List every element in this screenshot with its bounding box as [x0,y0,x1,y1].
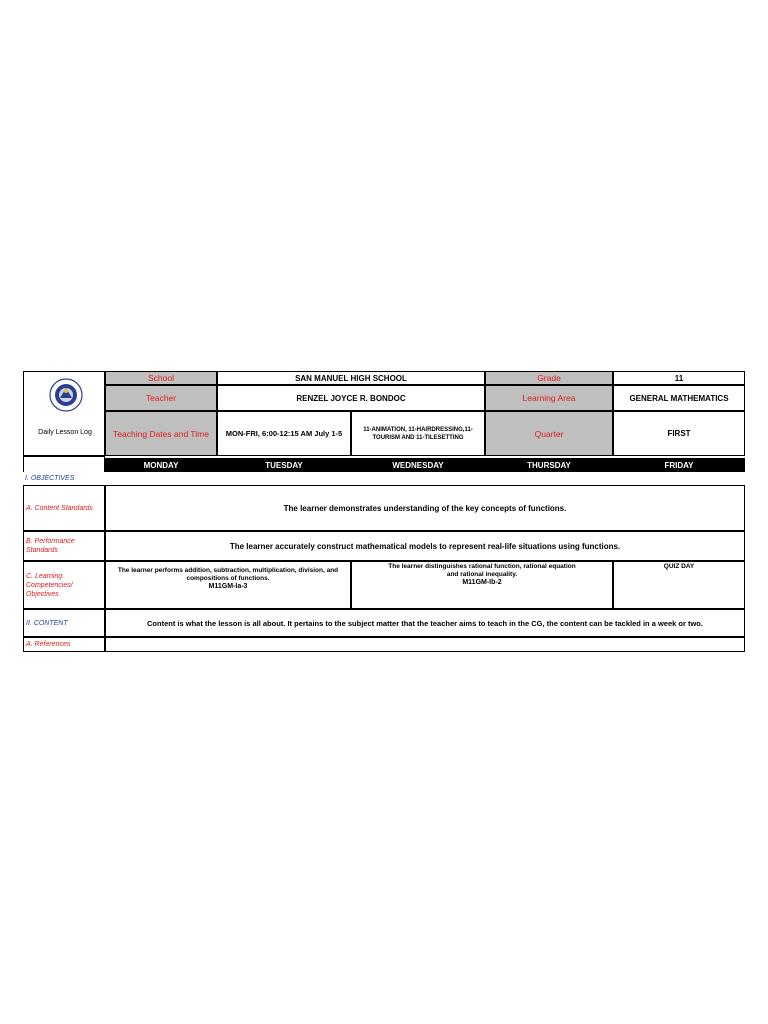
competencies-label: C. Learning Competencies/ Objectives [23,561,105,609]
quarter-label: Quarter [485,411,613,456]
competency-3-text: QUIZ DAY [663,563,695,570]
competency-2-text: The learner distinguishes rational function, rational equation and rational inequality. [388,563,576,578]
competency-1-text: The learner performs addition, subtraction, multiplication, division, and compositions of functions. [117,567,339,582]
school-value: SAN MANUEL HIGH SCHOOL [217,371,485,385]
objectives-heading: I. OBJECTIVES [25,475,75,482]
day-friday: FRIDAY [664,460,694,470]
grade-label: Grade [485,371,613,385]
doc-title: Daily Lesson Log [38,428,92,436]
learning-area-value: GENERAL MATHEMATICS [613,385,745,411]
day-header-bar [105,458,745,472]
competency-cell-2 [351,561,613,609]
competency-cell-1 [105,561,351,609]
competency-1-code: M11GM-Ia-3 [208,583,248,590]
teacher-value: RENZEL JOYCE R. BONDOC [217,385,485,411]
competency-cell-3 [613,561,745,609]
content-standards-text: The learner demonstrates understanding of the key concepts of functions. [105,485,745,531]
school-label: School [105,371,217,385]
day-wednesday: WEDNESDAY [392,460,444,470]
logo-cell [23,371,105,456]
content-text: Content is what the lesson is all about. It pertains to the subject matter that the teacher aims to teach in the CG, the content can be tackled in a week or two. [105,609,745,637]
learning-area-label: Learning Area [485,385,613,411]
references-label: A. References [23,637,105,652]
dates-value: MON-FRI, 6:00-12:15 AM July 1-5 [217,411,351,456]
day-tuesday: TUESDAY [265,460,303,470]
sections-value: 11-ANIMATION, 11-HAIRDRESSING,11-TOURISM AND 11-TILESETTING [351,411,485,456]
day-bar-spacer [23,456,105,472]
teacher-label: Teacher [105,385,217,411]
quarter-value: FIRST [613,411,745,456]
dates-label: Teaching Dates and Time [105,411,217,456]
day-monday: MONDAY [143,460,179,470]
performance-standards-text: The learner accurately construct mathematical models to represent real-life situations using functions. [105,531,745,561]
content-standards-label: A. Content Standards [23,485,105,531]
day-thursday: THURSDAY [527,460,571,470]
daily-lesson-log-sheet [23,371,745,653]
references-cell [105,637,745,652]
content-label: II. CONTENT [23,609,105,637]
deped-seal-icon [49,378,83,412]
competency-2-code: M11GM-Ib-2 [462,579,502,586]
performance-standards-label: B. Performance Standards [23,531,105,561]
grade-value: 11 [613,371,745,385]
